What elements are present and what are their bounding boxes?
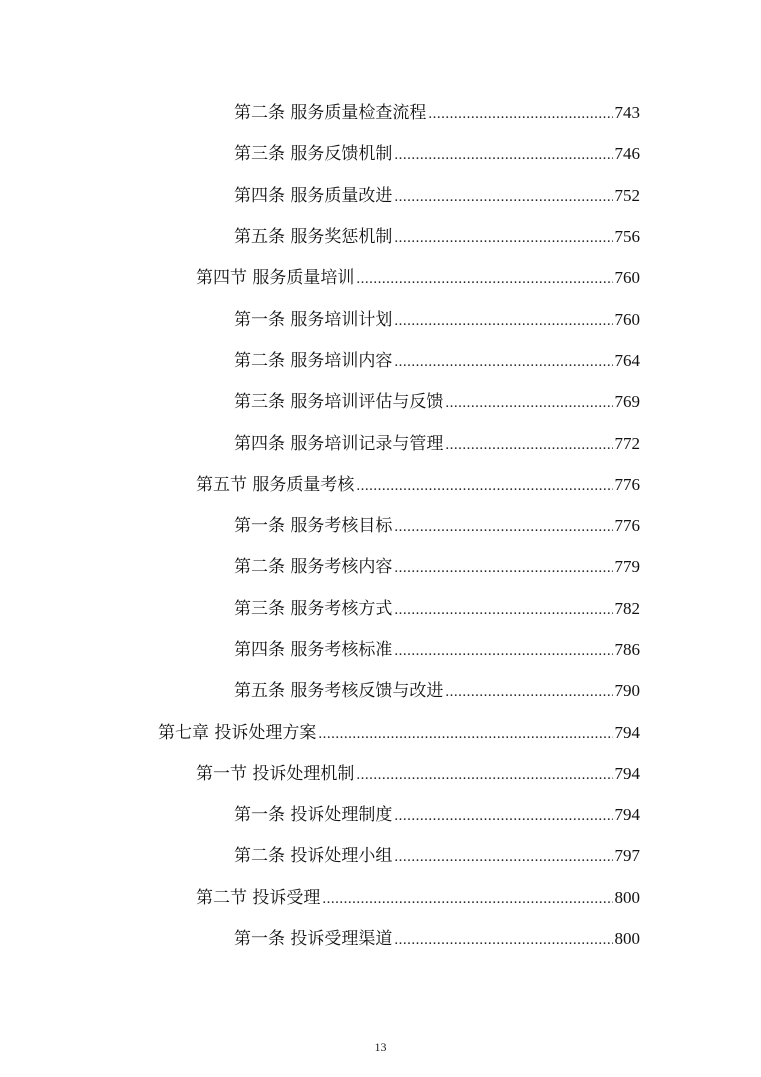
- toc-entry[interactable]: [0, 255, 761, 296]
- toc-entry-title: 第一节 投诉处理机制: [196, 763, 355, 784]
- toc-entry-title: 第一条 服务考核目标: [234, 516, 393, 537]
- toc-entry-title: 第五条 服务奖惩机制: [234, 227, 393, 248]
- toc-entry-title: 第一条 服务培训计划: [234, 309, 393, 330]
- toc-entry-title: 第三条 服务培训评估与反馈: [234, 392, 444, 413]
- toc-entry-page: 776: [614, 516, 640, 536]
- toc-entry-line: [234, 222, 640, 247]
- toc-entry-line: [234, 924, 640, 949]
- toc-entry-line: [234, 841, 640, 866]
- toc-entry-line: [158, 718, 640, 743]
- toc-entry[interactable]: [0, 462, 761, 503]
- toc-entry-title: 第五节 服务质量考核: [196, 474, 355, 495]
- toc-dot-leader: [394, 354, 612, 371]
- toc-entry[interactable]: [0, 173, 761, 214]
- toc-entry-title: 第七章 投诉处理方案: [158, 722, 317, 743]
- toc-entry-line: [234, 181, 640, 206]
- toc-entry-line: [234, 305, 640, 330]
- toc-entry-line: [196, 759, 640, 784]
- toc-dot-leader: [322, 891, 612, 908]
- toc-entry-page: 769: [614, 392, 640, 412]
- toc-entry[interactable]: [0, 131, 761, 172]
- toc-entry-page: 760: [614, 309, 640, 329]
- toc-entry[interactable]: [0, 586, 761, 627]
- toc-entry-page: 764: [614, 350, 640, 370]
- toc-entry-line: [234, 98, 640, 123]
- toc-entry-page: 776: [614, 474, 640, 494]
- toc-entry-title: 第四节 服务质量培训: [196, 268, 355, 289]
- toc-dot-leader: [428, 106, 612, 123]
- toc-entry-line: [234, 800, 640, 825]
- toc-entry[interactable]: [0, 296, 761, 337]
- toc-entry-title: 第二条 投诉处理小组: [234, 846, 393, 867]
- toc-entry-page: 794: [614, 722, 640, 742]
- toc-entry[interactable]: [0, 916, 761, 957]
- toc-entry[interactable]: [0, 90, 761, 131]
- toc-dot-leader: [318, 726, 612, 743]
- toc-entry[interactable]: [0, 544, 761, 585]
- toc-entry[interactable]: [0, 833, 761, 874]
- toc-entry-line: [234, 635, 640, 660]
- toc-entry[interactable]: [0, 792, 761, 833]
- toc-entry[interactable]: [0, 751, 761, 792]
- toc-entry-line: [234, 511, 640, 536]
- toc-dot-leader: [356, 767, 612, 784]
- toc-entry-title: 第三条 服务考核方式: [234, 598, 393, 619]
- toc-entry-page: 794: [614, 805, 640, 825]
- toc-dot-leader: [394, 519, 612, 536]
- toc-entry-page: 794: [614, 763, 640, 783]
- toc-entry-line: [196, 470, 640, 495]
- toc-entry-page: 782: [614, 598, 640, 618]
- toc-dot-leader: [394, 808, 612, 825]
- toc-entry-page: 760: [614, 268, 640, 288]
- toc-entry-title: 第一条 投诉受理渠道: [234, 929, 393, 950]
- toc-entry-page: 779: [614, 557, 640, 577]
- toc-entry-page: 790: [614, 681, 640, 701]
- toc-entry-page: 746: [614, 144, 640, 164]
- toc-dot-leader: [445, 395, 612, 412]
- toc-entry-page: 786: [614, 640, 640, 659]
- toc-dot-leader: [445, 437, 612, 454]
- toc-entry-page: 756: [614, 227, 640, 247]
- toc-dot-leader: [445, 684, 612, 701]
- toc-entry-title: 第五条 服务考核反馈与改进: [234, 681, 444, 702]
- toc-dot-leader: [356, 271, 612, 288]
- toc-entry[interactable]: [0, 503, 761, 544]
- toc-entry-line: [234, 387, 640, 412]
- toc-entry-title: 第二条 服务考核内容: [234, 557, 393, 578]
- toc-entry[interactable]: [0, 709, 761, 750]
- toc-entry[interactable]: [0, 627, 761, 668]
- toc-entry-title: 第三条 服务反馈机制: [234, 144, 393, 165]
- toc-entry-line: [196, 883, 640, 908]
- toc-entry[interactable]: [0, 214, 761, 255]
- toc-dot-leader: [356, 478, 612, 495]
- toc-entry-page: 772: [614, 433, 640, 453]
- toc-entry-title: 第一条 投诉处理制度: [234, 805, 393, 826]
- toc-entry-title: 第二条 服务质量检查流程: [234, 103, 427, 124]
- toc-entry-page: 752: [614, 185, 640, 205]
- toc-entry[interactable]: [0, 420, 761, 461]
- toc-dot-leader: [394, 849, 612, 866]
- toc-entry-page: 800: [614, 929, 640, 949]
- toc-entry[interactable]: [0, 379, 761, 420]
- toc-entry-page: 797: [614, 846, 640, 866]
- toc-entry-line: [234, 594, 640, 619]
- toc-entry-title: 第四条 服务培训记录与管理: [234, 433, 444, 454]
- toc-dot-leader: [394, 189, 612, 206]
- toc-entry-title: 第二节 投诉受理: [196, 887, 321, 908]
- toc-dot-leader: [394, 230, 612, 247]
- toc-entry-line: [234, 346, 640, 371]
- toc-entry[interactable]: [0, 875, 761, 916]
- page-number: 13: [374, 1040, 387, 1054]
- toc-dot-leader: [394, 147, 612, 164]
- table-of-contents: [0, 90, 761, 957]
- toc-entry-line: [196, 263, 640, 288]
- toc-entry[interactable]: [0, 338, 761, 379]
- toc-dot-leader: [394, 932, 612, 949]
- toc-entry-line: [234, 429, 640, 454]
- toc-dot-leader: [394, 602, 612, 619]
- toc-entry-title: 第四条 服务考核标准: [234, 640, 393, 660]
- toc-entry-title: 第四条 服务质量改进: [234, 185, 393, 206]
- toc-entry-line: [234, 552, 640, 577]
- toc-entry[interactable]: [0, 668, 761, 709]
- toc-entry-title: 第二条 服务培训内容: [234, 350, 393, 371]
- toc-entry-line: [234, 676, 640, 701]
- toc-dot-leader: [394, 313, 612, 330]
- toc-entry-page: 800: [614, 887, 640, 907]
- toc-dot-leader: [394, 643, 612, 660]
- toc-entry-page: 743: [614, 103, 640, 123]
- toc-dot-leader: [394, 560, 612, 577]
- toc-entry-line: [234, 139, 640, 164]
